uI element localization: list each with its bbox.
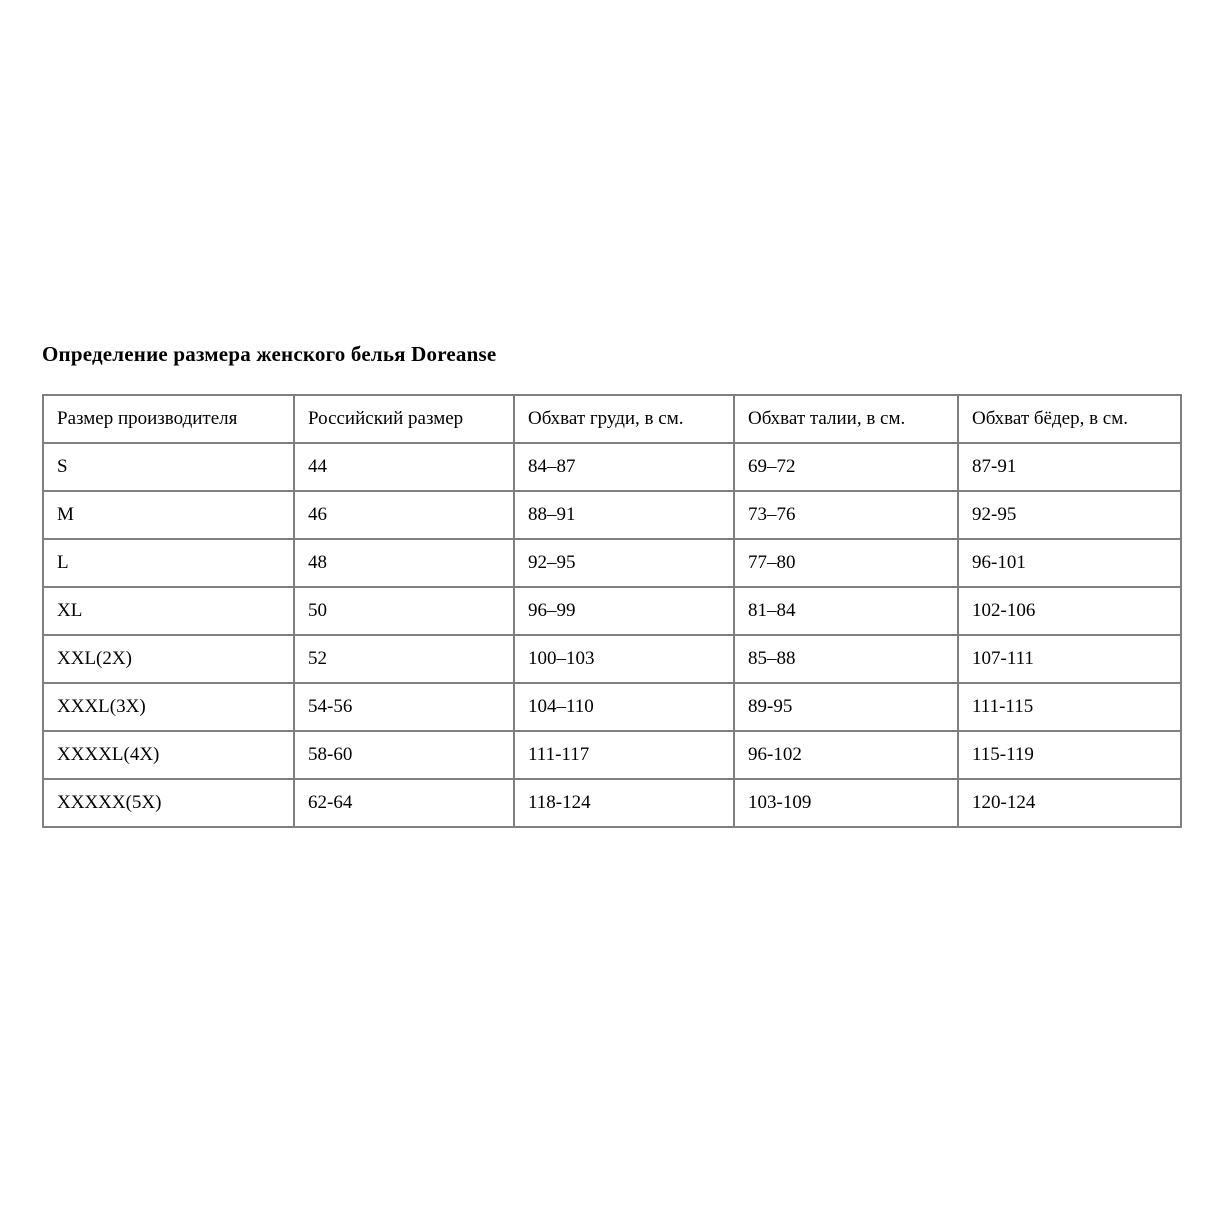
table-cell: 46 bbox=[294, 491, 514, 539]
table-cell: 96-102 bbox=[734, 731, 958, 779]
column-header-chest: Обхват груди, в см. bbox=[514, 395, 734, 443]
table-cell: 84–87 bbox=[514, 443, 734, 491]
table-row bbox=[43, 635, 1181, 683]
size-table bbox=[42, 394, 1182, 828]
table-cell: 81–84 bbox=[734, 587, 958, 635]
table-cell: 111-115 bbox=[958, 683, 1181, 731]
column-header-manufacturer-size: Размер производителя bbox=[43, 395, 294, 443]
table-cell: 96-101 bbox=[958, 539, 1181, 587]
table-cell: M bbox=[43, 491, 294, 539]
table-cell: XXL(2X) bbox=[43, 635, 294, 683]
column-header-russian-size: Российский размер bbox=[294, 395, 514, 443]
table-cell: XXXXL(4X) bbox=[43, 731, 294, 779]
table-cell: 107-111 bbox=[958, 635, 1181, 683]
table-cell: 44 bbox=[294, 443, 514, 491]
table-row bbox=[43, 731, 1181, 779]
table-cell: 62-64 bbox=[294, 779, 514, 827]
table-cell: 120-124 bbox=[958, 779, 1181, 827]
table-cell: 111-117 bbox=[514, 731, 734, 779]
table-cell: 73–76 bbox=[734, 491, 958, 539]
table-row bbox=[43, 683, 1181, 731]
table-cell: 89-95 bbox=[734, 683, 958, 731]
table-row bbox=[43, 539, 1181, 587]
column-header-hips: Обхват бёдер, в см. bbox=[958, 395, 1181, 443]
table-cell: 92-95 bbox=[958, 491, 1181, 539]
table-cell: 104–110 bbox=[514, 683, 734, 731]
table-cell: XXXL(3X) bbox=[43, 683, 294, 731]
page-title: Определение размера женского белья Doreanse bbox=[42, 342, 497, 366]
table-cell: 48 bbox=[294, 539, 514, 587]
table-row bbox=[43, 491, 1181, 539]
table-cell: 92–95 bbox=[514, 539, 734, 587]
table-row bbox=[43, 779, 1181, 827]
table-cell: 50 bbox=[294, 587, 514, 635]
table-cell: 54-56 bbox=[294, 683, 514, 731]
table-cell: 102-106 bbox=[958, 587, 1181, 635]
table-cell: 58-60 bbox=[294, 731, 514, 779]
table-header-row bbox=[43, 395, 1181, 443]
table-cell: 87-91 bbox=[958, 443, 1181, 491]
table-cell: XL bbox=[43, 587, 294, 635]
table-cell: L bbox=[43, 539, 294, 587]
table-cell: 96–99 bbox=[514, 587, 734, 635]
table-cell: 118-124 bbox=[514, 779, 734, 827]
table-cell: 100–103 bbox=[514, 635, 734, 683]
table-cell: 103-109 bbox=[734, 779, 958, 827]
table-row bbox=[43, 587, 1181, 635]
column-header-waist: Обхват талии, в см. bbox=[734, 395, 958, 443]
table-cell: XXXXX(5X) bbox=[43, 779, 294, 827]
document-content bbox=[42, 342, 1182, 828]
table-cell: 52 bbox=[294, 635, 514, 683]
table-cell: S bbox=[43, 443, 294, 491]
table-cell: 77–80 bbox=[734, 539, 958, 587]
table-cell: 69–72 bbox=[734, 443, 958, 491]
table-row bbox=[43, 443, 1181, 491]
table-cell: 88–91 bbox=[514, 491, 734, 539]
table-cell: 115-119 bbox=[958, 731, 1181, 779]
table-cell: 85–88 bbox=[734, 635, 958, 683]
